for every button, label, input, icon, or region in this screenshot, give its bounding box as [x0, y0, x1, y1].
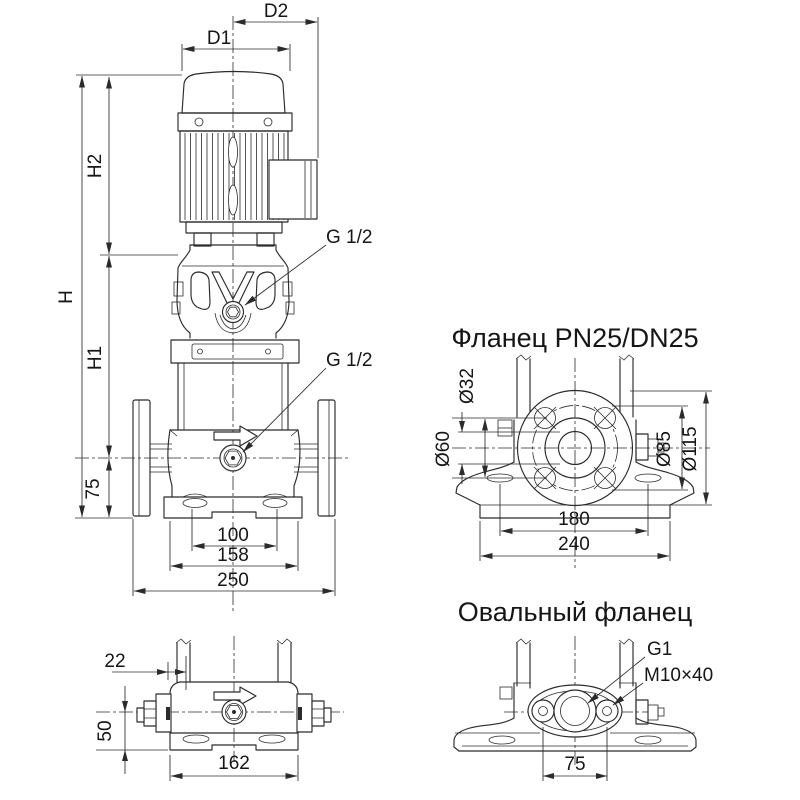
- dim-label-d32: Ø32: [457, 368, 478, 404]
- oval-pedestal-slot-right: [635, 736, 661, 744]
- dim-label-d60: Ø60: [433, 431, 454, 467]
- leader-m10: [613, 683, 643, 705]
- dim-label-22: 22: [104, 651, 126, 672]
- flange-pn25-view: [433, 323, 712, 568]
- foot-slot-left: [183, 499, 207, 508]
- oval-flange-view: [454, 597, 713, 781]
- port-nut-right: [312, 701, 324, 726]
- lantern-lug-right-lower: [286, 302, 294, 314]
- dim-label-d115: Ø115: [680, 426, 701, 472]
- port-gasket-right: [298, 707, 302, 720]
- drain-plug-dot: [231, 456, 235, 460]
- dim-label-180: 180: [558, 509, 590, 530]
- motor-slot-upper: [229, 137, 238, 167]
- arrow-75-left: [543, 773, 554, 779]
- flow-direction-arrow: [214, 426, 257, 446]
- dim-label-d2: D2: [263, 1, 289, 22]
- dim-label-162: 162: [218, 753, 250, 774]
- head-lower-casting: [171, 340, 299, 363]
- dim-label-50: 50: [95, 720, 116, 742]
- leader-label-g12-upper: G 1/2: [326, 227, 373, 248]
- dim-label-h: H: [56, 290, 77, 304]
- oval-tab-left: [500, 687, 512, 699]
- dim-label-158: 158: [217, 545, 249, 566]
- arrow-22-b: [175, 669, 186, 675]
- motor-slot-lower: [229, 185, 238, 215]
- port-gasket-left: [166, 707, 170, 720]
- side-port-stub: [636, 434, 648, 460]
- port-stub-right: [324, 708, 331, 722]
- side-foot-slot-right: [259, 735, 285, 743]
- dim-label-d1: D1: [206, 28, 232, 49]
- dim-label-75-oval: 75: [564, 754, 586, 775]
- port-stub-left: [137, 708, 144, 722]
- lantern-lug-left-upper: [174, 282, 183, 296]
- arrow-75-right: [596, 773, 607, 779]
- lantern-outline-left: [177, 245, 190, 338]
- dim-label-240: 240: [558, 534, 590, 555]
- oval-port-nut: [648, 705, 658, 720]
- dim-label-h1: H1: [85, 345, 106, 371]
- leader-g12-lower: [243, 368, 326, 452]
- side-foot-slot-left: [183, 735, 209, 743]
- foot-slot-right: [263, 499, 287, 508]
- motor-fan-cover: [182, 72, 285, 114]
- arrow-50-bottom: [122, 750, 128, 761]
- lantern-window-left: [191, 272, 210, 309]
- oval-port-tip: [658, 708, 664, 716]
- nameplate: [192, 344, 283, 359]
- terminal-box: [269, 160, 317, 219]
- pedestal-slot-right: [635, 474, 661, 482]
- lantern-outline-right: [276, 245, 289, 338]
- clamp-lug-right: [257, 233, 274, 246]
- main-view-pump-front: [56, 1, 372, 612]
- leader-label-m10: M10×40: [644, 665, 714, 686]
- flange-view-title: Фланец PN25/DN25: [451, 323, 699, 353]
- oval-bolt-left: [532, 700, 554, 722]
- port-nut-left: [144, 701, 156, 726]
- nameplate-screw-left: [198, 349, 203, 354]
- dim-label-d85: Ø85: [654, 431, 675, 467]
- dim-label-h2: H2: [85, 153, 106, 179]
- lantern-lug-left-lower: [172, 302, 180, 314]
- d32-arrow-bottom: [459, 464, 465, 475]
- dim-label-250: 250: [217, 570, 249, 591]
- dim-label-75: 75: [83, 478, 104, 500]
- lantern-window-right: [256, 272, 275, 309]
- motor-flange-bolt-left: [195, 118, 203, 126]
- leader-label-g12-lower: G 1/2: [326, 350, 373, 371]
- arrow-22-a: [157, 669, 168, 675]
- side-plug-dot: [232, 710, 236, 714]
- leader-label-g1: G1: [647, 639, 673, 660]
- nameplate-screw-right: [266, 349, 271, 354]
- clamp-lug-left: [194, 233, 211, 246]
- lantern-lug-right-upper: [283, 282, 292, 296]
- oval-pedestal-slot-left: [489, 736, 515, 744]
- motor-flange-bolt-right: [264, 118, 272, 126]
- pump-base-side-view: [95, 636, 344, 781]
- arrow-50-top: [122, 701, 128, 712]
- dim-label-100: 100: [217, 525, 249, 546]
- d32-arrow-top: [459, 421, 465, 432]
- motor-bottom-rim: [186, 222, 282, 233]
- oval-view-title: Овальный фланец: [457, 597, 693, 627]
